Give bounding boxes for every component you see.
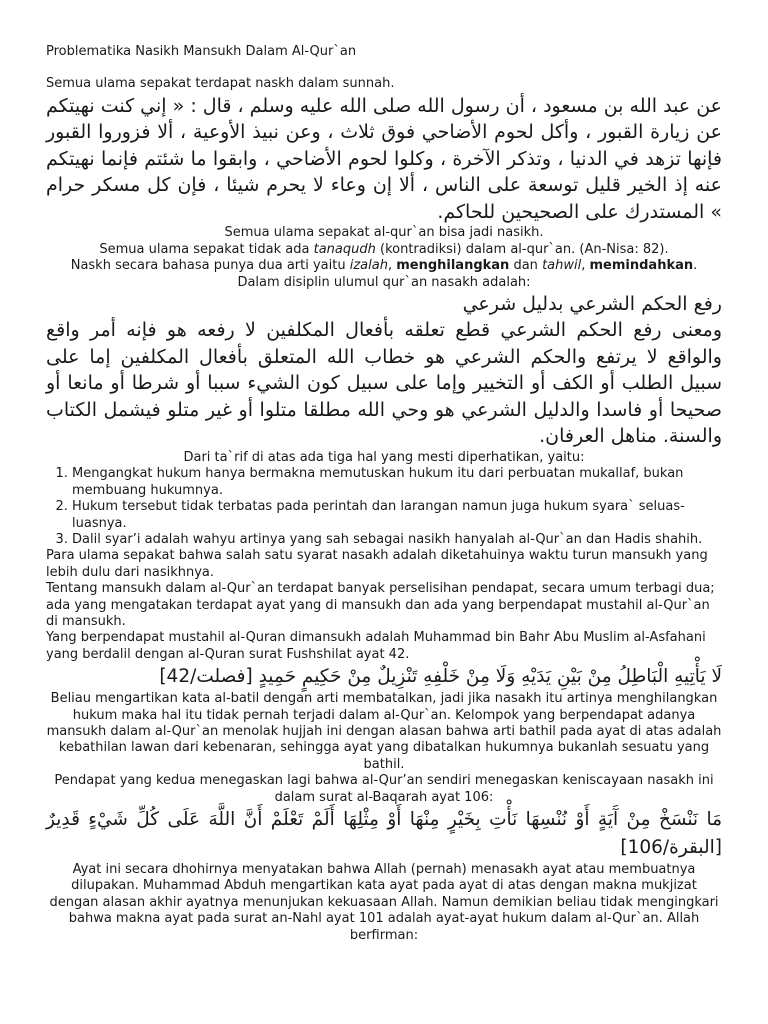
text-segment: dan — [509, 258, 543, 274]
italic-term-tanaqudh: tanaqudh — [313, 241, 376, 257]
paragraph-mansukh-dispute: Tentang mansukh dalam al-Qur`an terdapat banyak perselisihan pendapat, secara umum terbagi dua; ada yang mengatakan terdapat ayat yang di mansukh dan ada yang berpendapat mustahil al-Qur`an di mansukh. — [46, 581, 715, 629]
italic-term-izalah: izalah — [349, 258, 388, 274]
text-segment: , — [387, 258, 397, 274]
paragraph-second-opinion: Pendapat yang kedua menegaskan lagi bahwa al-Qur’an sendiri menegaskan keniscayaan nasakh ini dalam surat al-Baqarah ayat 106: — [54, 773, 714, 805]
paragraph-naskh-meaning — [46, 258, 722, 274]
arabic-verse-fushshilat: لَا يَأْتِيهِ الْبَاطِلُ مِنْ بَيْنِ يَدَيْهِ وَلَا مِنْ خَلْفِهِ تَنْزِيلٌ مِنْ حَكِيمٍ حَمِيدٍ [فصلت/42] — [159, 666, 722, 688]
italic-term-tahwil: tahwil — [542, 258, 582, 274]
list-item: 3. Dalil syar’i adalah wahyu artinya yang sah sebagai nasikh hanyalah al-Qur`an dan Hadis shahih. — [72, 532, 722, 548]
document-title: Problematika Nasikh Mansukh Dalam Al-Qur`an — [46, 44, 357, 59]
paragraph-quran-nasikh: Semua ulama sepakat al-qur`an bisa jadi nasikh. — [224, 225, 544, 241]
arabic-definition-heading: رفع الحكم الشرعي بدليل شرعي — [462, 292, 722, 315]
numbered-list — [46, 466, 722, 548]
paragraph-al-batil: Beliau mengartikan kata al-batil dengan arti membatalkan, jadi jika nasakh itu artinya menghilangkan hukum maka hal itu tidak pernah terjadi dalam al-Qur`an. Kelompok yang berpendapat adanya mansukh dalam al-Qur`an menolak hujjah ini dengan alasan bahwa arti bathil pada ayat di atas adalah kebathilan lawan dari kebenaran, sehingga ayat yang dibatalkan hukumnya bukanlah sesuatu yang bathil. — [46, 691, 722, 772]
paragraph-muhammad-abduh: Ayat ini secara dhohirnya menyatakan bahwa Allah (pernah) menasakh ayat atau membuatnya dilupakan. Muhammad Abduh mengartikan kata ayat pada ayat di atas dengan makna mukjizat dengan alasan akhir ayatnya menunjukan kekuasaan Allah. Namun demikian beliau tidak mengingkari bahwa makna ayat pada surat an-Nahl ayat 101 adalah ayat-ayat hukum dalam al-Qur`an. Allah berfirman: — [49, 862, 719, 943]
bold-term-memindahkan: memindahkan — [589, 258, 694, 274]
text-segment: Naskh secara bahasa punya dua arti yaitu — [70, 258, 350, 274]
text-segment: Semua ulama sepakat tidak ada — [99, 241, 314, 257]
paragraph-abu-muslim: Yang berpendapat mustahil al-Quran dimansukh adalah Muhammad bin Bahr Abu Muslim al-Asfahani yang berdalil dengan al-Quran surat Fushshilat ayat 42. — [46, 630, 706, 662]
arabic-definition-explanation: ومعنى رفع الحكم الشرعي قطع تعلقه بأفعال المكلفين لا رفعه هو فإنه أمر واقع والواقع لا يرتفع والحكم الشرعي هو خطاب الله المتعلق بأفعال المكلفين إما على سبيل الطلب أو الكف أو التخيير وإما على سبيل كون الشيء سببا أو شرطا أو مانعا أو صحيحا أو فاسدا والدليل الشرعي هو وحي الله مطلقا متلوا أو غير متلو فيشمل الكتاب والسنة. مناهل العرفان. — [46, 319, 722, 448]
bold-term-menghilangkan: menghilangkan — [396, 258, 510, 274]
arabic-verse-baqarah: مَا نَنْسَخْ مِنْ آَيَةٍ أَوْ نُنْسِهَا نَأْتِ بِخَيْرٍ مِنْهَا أَوْ مِثْلِهَا أَلَمْ تَعْلَمْ أَنَّ اللَّهَ عَلَى كُلِّ شَيْءٍ قَدِيرٌ [البقرة/106] — [46, 809, 722, 859]
paragraph-three-points: Dari ta`rif di atas ada tiga hal yang mesti diperhatikan, yaitu: — [183, 449, 585, 465]
text-segment: , — [581, 258, 590, 274]
paragraph-no-contradiction — [46, 242, 722, 258]
list-item: 1. Mengangkat hukum hanya bermakna memutuskan hukum itu dari perbuatan mukallaf, bukan membuang hukumnya. — [72, 466, 722, 499]
paragraph-ulumul-quran: Dalam disiplin ulumul qur`an nasakh adalah: — [237, 274, 531, 290]
paragraph-nasakh-condition: Para ulama sepakat bahwa salah satu syarat nasakh adalah diketahuinya waktu turun mansukh yang lebih dulu dari nasikhnya. — [46, 548, 708, 580]
arabic-hadith: عن عبد الله بن مسعود ، أن رسول الله صلى الله عليه وسلم ، قال : « إني كنت نهيتكم عن زيارة القبور ، وأكل لحوم الأضاحي فوق ثلاث ، وعن نبيذ الأوعية ، ألا فزوروا القبور فإنها تزهد في الدنيا ، وتذكر الآخرة ، وكلوا لحوم الأضاحي ، وابقوا ما شئتم فإنما نهيتكم عنه إذ الخير قليل توسعة على الناس ، ألا إن وعاء لا يحرم شيئا ، فإن كل مسكر حرام » المستدرك على الصحيحين للحاكم. — [46, 94, 722, 223]
text-segment: (kontradiksi) dalam al-qur`an. (An-Nisa: 82). — [375, 241, 669, 257]
paragraph-naskh-sunnah: Semua ulama sepakat terdapat naskh dalam sunnah. — [46, 76, 395, 92]
list-item: 2. Hukum tersebut tidak terbatas pada perintah dan larangan namun juga hukum syara` seluas-luasnya. — [72, 499, 722, 532]
text-segment: . — [693, 258, 698, 274]
